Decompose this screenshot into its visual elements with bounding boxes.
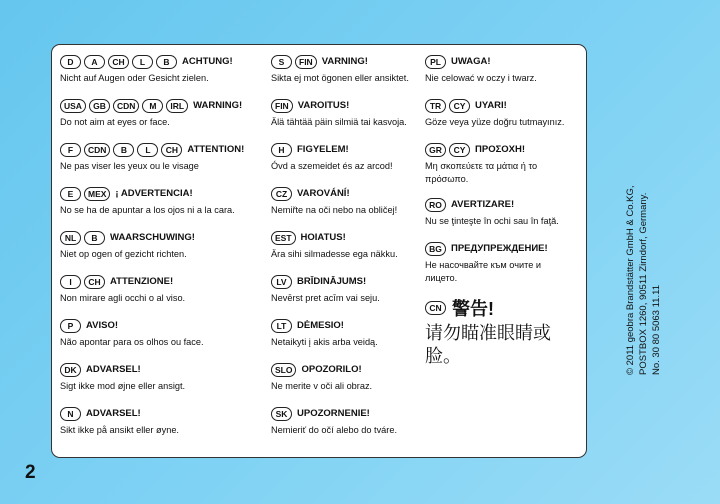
warning-title: AVISO! (86, 320, 119, 331)
warning-heading (271, 406, 397, 421)
warning-heading (425, 197, 559, 212)
warning-entry (425, 241, 575, 285)
country-code-badge: CY (449, 143, 470, 157)
country-code-badge: CH (108, 55, 129, 69)
page-number: 2 (25, 462, 36, 483)
warning-entry (60, 274, 185, 305)
publisher-line: © 2011 geobra Brandstätter GmbH & Co.KG, (625, 185, 636, 375)
warning-message: Nevērst pret acīm vai seju. (271, 293, 380, 303)
warning-message: Sikt ikke på ansikt eller øyne. (60, 425, 179, 435)
warning-title: 警告! (452, 299, 494, 319)
warning-entry (60, 318, 204, 349)
country-code-badge: M (142, 99, 163, 113)
country-code-badge: SLO (271, 363, 296, 377)
warning-heading (271, 230, 398, 245)
country-code-badge: CH (84, 275, 105, 289)
warning-title: UYARI! (475, 100, 507, 111)
warning-heading (60, 362, 185, 377)
warning-entry (60, 362, 185, 393)
warning-title: BRĪDINĀJUMS! (297, 276, 367, 287)
country-code-badge: CH (161, 143, 182, 157)
country-code-badge: GB (89, 99, 110, 113)
country-code-badge: NL (60, 231, 81, 245)
warning-heading (271, 54, 409, 69)
country-code-badge: LV (271, 275, 292, 289)
warning-title: HOIATUS! (300, 232, 346, 243)
warning-title: UWAGA! (451, 56, 491, 67)
warning-entry (425, 197, 559, 228)
warning-title: VARNING! (321, 56, 368, 67)
warning-title: WARNING! (193, 100, 243, 111)
warning-entry (271, 406, 397, 437)
country-code-badge: A (84, 55, 105, 69)
warning-entry (425, 142, 575, 186)
country-code-badge: H (271, 143, 292, 157)
warning-heading (271, 318, 378, 333)
country-code-badge: GR (425, 143, 446, 157)
country-code-badge: LT (271, 319, 292, 333)
country-code-badge: L (132, 55, 153, 69)
country-code-badge: F (60, 143, 81, 157)
warnings-panel (51, 44, 587, 458)
warning-title: OPOZORILO! (301, 364, 362, 375)
warning-message: Non mirare agli occhi o al viso. (60, 293, 186, 303)
publisher-line: POSTBOX 1260, 90511 Zirndorf, Germany. (638, 192, 649, 375)
warning-heading (60, 318, 204, 333)
country-code-badge: B (84, 231, 105, 245)
warning-title: AVERTIZARE! (451, 199, 515, 210)
country-code-badge: N (60, 407, 81, 421)
warning-title: ATTENTION! (187, 144, 245, 155)
country-code-badge: PL (425, 55, 446, 69)
warning-heading (60, 142, 244, 157)
warning-title: FIGYELEM! (297, 144, 349, 155)
warning-message: No se ha de apuntar a los ojos ni a la cara. (60, 205, 235, 215)
warning-message: Nu se ţinteşte în ochi sau în faţă. (425, 216, 559, 226)
country-code-badge: CZ (271, 187, 292, 201)
warning-entry (271, 186, 397, 217)
country-code-badge: DK (60, 363, 81, 377)
country-code-badge: SK (271, 407, 292, 421)
country-code-badge: IRL (166, 99, 188, 113)
warning-entry (60, 186, 235, 217)
warning-heading (60, 274, 185, 289)
warning-title: ΠΡΟΣΟΧΗ! (475, 144, 526, 155)
country-code-badge: EST (271, 231, 296, 245)
warning-message: Niet op ogen of gezicht richten. (60, 249, 187, 259)
warning-title: DĖMESIO! (297, 320, 344, 331)
warning-heading (425, 241, 575, 256)
warning-title: ACHTUNG! (182, 56, 233, 67)
country-code-badge: E (60, 187, 81, 201)
country-code-badge: D (60, 55, 81, 69)
warning-title: WAARSCHUWING! (110, 232, 195, 243)
warning-message: Óvd a szemeidet és az arcod! (271, 161, 393, 171)
warning-heading (425, 142, 575, 157)
warning-entry (60, 54, 233, 85)
warning-message: Nicht auf Augen oder Gesicht zielen. (60, 73, 209, 83)
warning-entry (271, 274, 380, 305)
country-code-badge: USA (60, 99, 86, 113)
warning-message: Ne merite v oči ali obraz. (271, 381, 373, 391)
country-code-badge: CDN (84, 143, 110, 157)
publisher-line: No. 30 80 5063 11.11 (651, 285, 662, 375)
country-code-badge: CN (425, 301, 446, 315)
country-code-badge: FIN (271, 99, 293, 113)
warning-heading (271, 98, 407, 113)
warning-heading (425, 54, 537, 69)
warning-message: Göze veya yüze doğru tutmayınız. (425, 117, 565, 127)
country-code-badge: CY (449, 99, 470, 113)
warning-title: ADVARSEL! (86, 408, 141, 419)
warning-message: Ne pas viser les yeux ou le visage (60, 161, 199, 171)
warning-entry (271, 318, 378, 349)
warning-heading (60, 186, 235, 201)
country-code-badge: B (156, 55, 177, 69)
warning-entry (271, 142, 393, 173)
country-code-badge: S (271, 55, 292, 69)
warning-heading (60, 98, 242, 113)
warning-entry (425, 297, 575, 368)
warning-message: Не насочвайте към очите и лицето. (425, 260, 542, 283)
warning-message: Nemieriť do očí alebo do tváre. (271, 425, 398, 435)
warning-message: Μη σκοπεύετε τα μάτια ή το πρόσωπο. (425, 161, 538, 184)
warning-message: Sikta ej mot ögonen eller ansiktet. (271, 73, 409, 83)
warning-heading (425, 98, 564, 113)
warning-message: 请勿瞄准眼睛或脸。 (425, 323, 551, 366)
publisher-info (624, 35, 663, 375)
warning-entry (271, 98, 407, 129)
warning-entry (271, 230, 398, 261)
country-code-badge: FIN (295, 55, 317, 69)
warning-title: ¡ ADVERTENCIA! (115, 188, 193, 199)
warning-entry (425, 54, 537, 85)
country-code-badge: CDN (113, 99, 139, 113)
country-code-badge: RO (425, 198, 446, 212)
warning-message: Älä tähtää päin silmiä tai kasvoja. (271, 117, 407, 127)
warning-message: Ära sihi silmadesse ega näkku. (271, 249, 398, 259)
country-code-badge: P (60, 319, 81, 333)
warning-message: Sigt ikke mod øjne eller ansigt. (60, 381, 186, 391)
country-code-badge: TR (425, 99, 446, 113)
warning-entry (60, 98, 242, 129)
warning-entry (271, 362, 372, 393)
warning-heading (60, 230, 195, 245)
country-code-badge: MEX (84, 187, 110, 201)
warning-message: Netaikyti į akis arba veidą. (271, 337, 378, 347)
warning-title: UPOZORNENIE! (297, 408, 370, 419)
warning-title: ПРЕДУПРЕЖДЕНИЕ! (451, 243, 548, 254)
warning-message: Não apontar para os olhos ou face. (60, 337, 204, 347)
warning-heading (271, 362, 372, 377)
warning-title: ATTENZIONE! (110, 276, 174, 287)
warning-entry (60, 230, 195, 261)
country-code-badge: B (113, 143, 134, 157)
warning-message: Nie celować w oczy i twarz. (425, 73, 537, 83)
warning-message: Do not aim at eyes or face. (60, 117, 170, 127)
warning-entry (425, 98, 564, 129)
country-code-badge: I (60, 275, 81, 289)
warning-title: ADVARSEL! (86, 364, 141, 375)
warning-heading (271, 186, 397, 201)
warning-heading (425, 297, 575, 319)
warning-heading (271, 274, 380, 289)
warning-entry (271, 54, 409, 85)
warning-entry (60, 406, 179, 437)
warning-title: VAROVÁNÍ! (297, 188, 350, 199)
country-code-badge: BG (425, 242, 446, 256)
warning-heading (271, 142, 393, 157)
country-code-badge: L (137, 143, 158, 157)
warning-entry (60, 142, 244, 173)
warning-heading (60, 406, 179, 421)
warning-message: Nemiřte na oči nebo na obličej! (271, 205, 398, 215)
warning-heading (60, 54, 233, 69)
warning-title: VAROITUS! (297, 100, 350, 111)
